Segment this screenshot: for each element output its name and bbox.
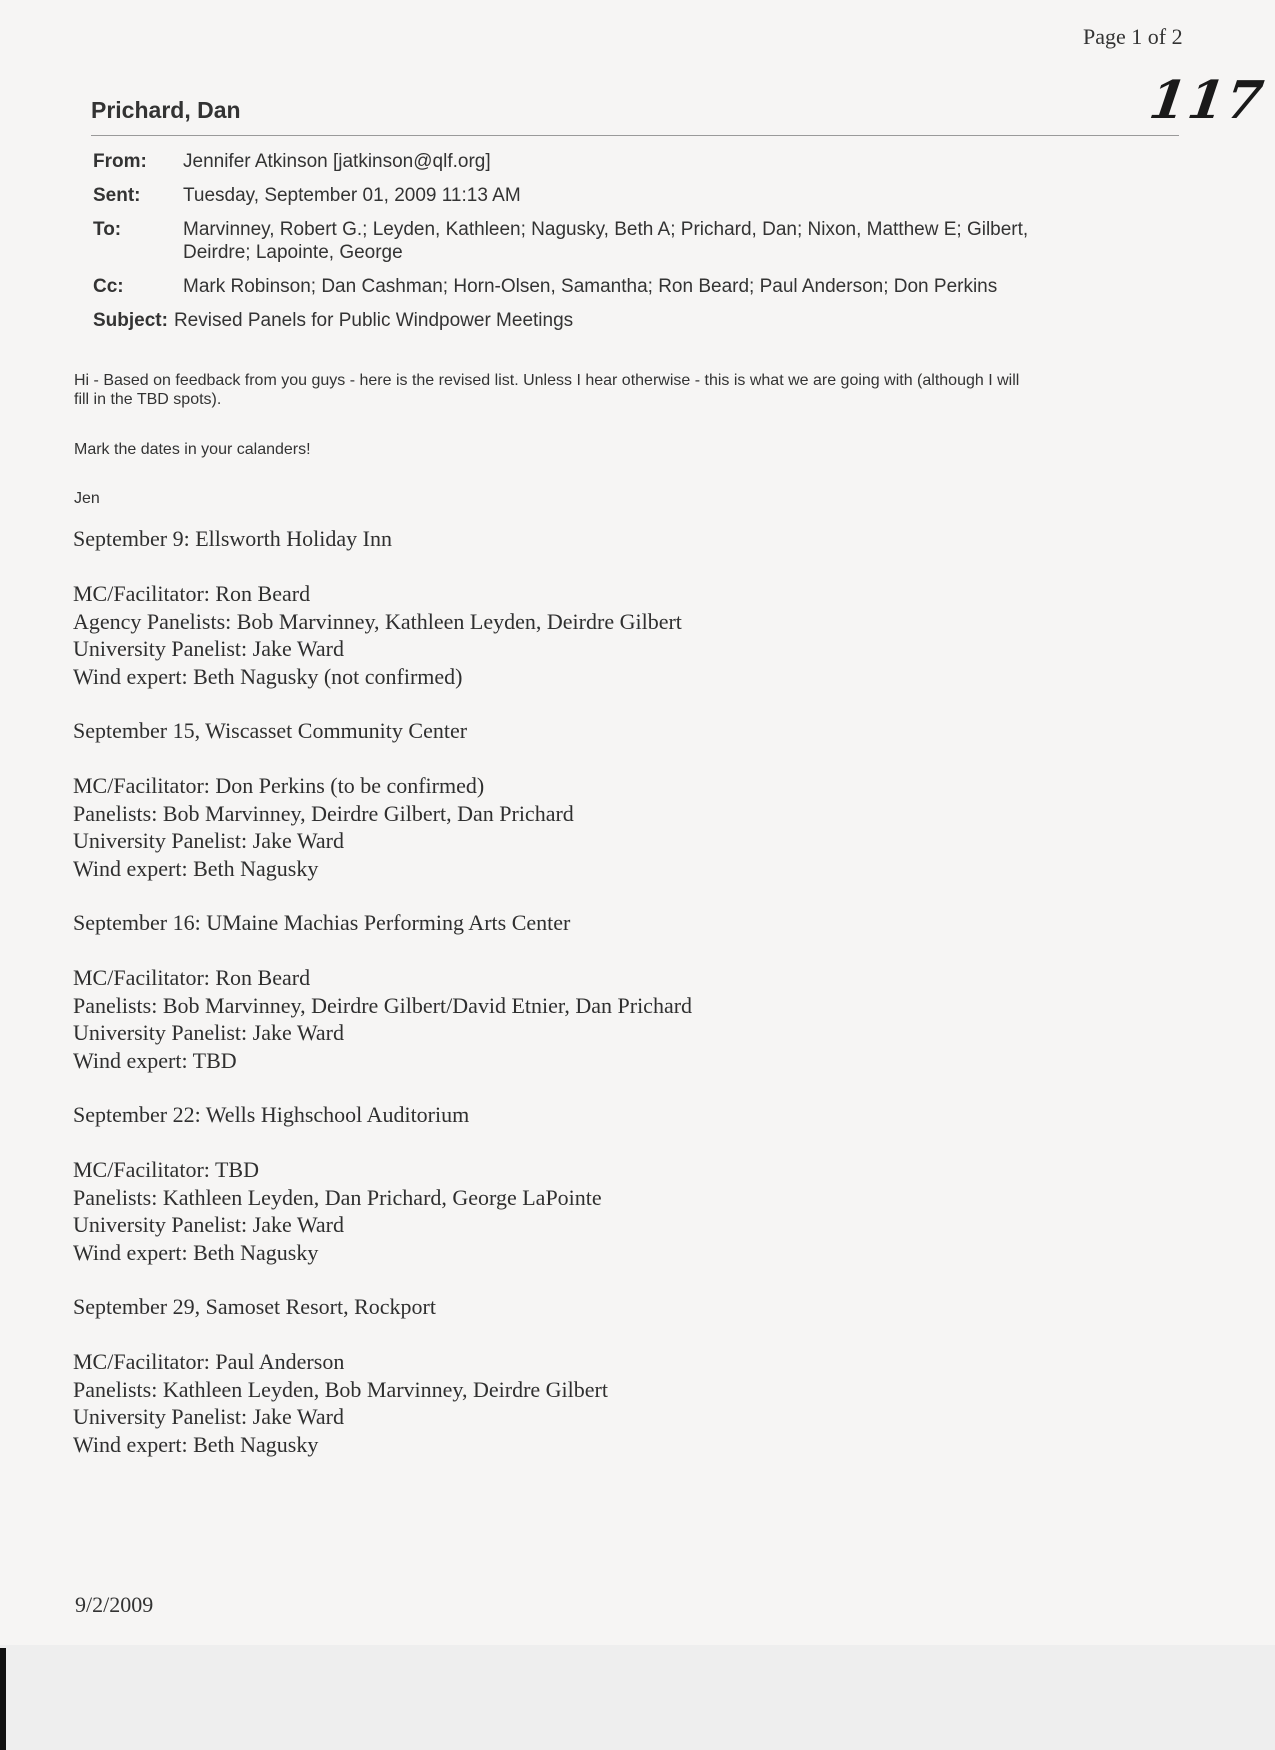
reminder-text: Mark the dates in your calanders! [74, 441, 311, 458]
event-panelists: Panelists: Kathleen Leyden, Dan Prichard, George LaPointe [73, 1184, 602, 1210]
to-value [183, 218, 1133, 264]
event-panelists: Panelists: Bob Marvinney, Deirdre Gilbert/David Etnier, Dan Prichard [73, 992, 693, 1018]
event-facilitator: MC/Facilitator: Don Perkins (to be confirmed) [73, 773, 485, 798]
event-block [73, 909, 1073, 1074]
event-block [73, 717, 1073, 882]
intro-paragraph [74, 371, 1184, 409]
event-university-panelist: University Panelist: Jake Ward [73, 828, 344, 853]
cc-value: Mark Robinson; Dan Cashman; Horn-Olsen, Samantha; Ron Beard; Paul Anderson; Don Perkins [183, 276, 998, 297]
sent-value: Tuesday, September 01, 2009 11:13 AM [183, 185, 521, 206]
event-panelists: Panelists: Bob Marvinney, Deirdre Gilbert, Dan Prichard [73, 800, 574, 826]
event-block [73, 1101, 1073, 1266]
event-title: September 16: UMaine Machias Performing Arts Center [73, 910, 571, 935]
event-title: September 15, Wiscasset Community Center [73, 718, 468, 743]
from-row [93, 150, 1133, 173]
event-block [73, 525, 1073, 690]
from-value: Jennifer Atkinson [jatkinson@qlf.org] [183, 151, 491, 172]
intro-line-1: Hi - Based on feedback from you guys - here is the revised list. Unless I hear otherwise - this is what we are going with (although I will [74, 372, 1020, 389]
sent-label: Sent: [93, 185, 141, 206]
event-facilitator: MC/Facilitator: Ron Beard [73, 581, 311, 606]
event-university-panelist: University Panelist: Jake Ward [73, 1212, 344, 1237]
to-value-line-1: Marvinney, Robert G.; Leyden, Kathleen; Nagusky, Beth A; Prichard, Dan; Nixon, Matthew E; Gilbert, [183, 219, 1029, 240]
event-university-panelist: University Panelist: Jake Ward [73, 1020, 344, 1045]
event-title: September 22: Wells Highschool Auditorium [73, 1102, 470, 1127]
print-date: 9/2/2009 [75, 1592, 154, 1617]
event-title: September 29, Samoset Resort, Rockport [73, 1294, 436, 1319]
to-row [93, 218, 1133, 264]
header-divider [91, 135, 1179, 136]
subject-label: Subject: [93, 310, 168, 331]
signature: Jen [74, 490, 100, 507]
handwritten-page-annotation: 117 [1145, 70, 1269, 131]
event-facilitator: MC/Facilitator: Paul Anderson [73, 1349, 345, 1374]
mailbox-owner-name: Prichard, Dan [91, 97, 241, 123]
to-label: To: [93, 219, 122, 240]
event-university-panelist: University Panelist: Jake Ward [73, 1404, 344, 1429]
from-label: From: [93, 151, 147, 172]
event-wind-expert: Wind expert: Beth Nagusky (not confirmed) [73, 663, 463, 689]
cc-row [93, 275, 1133, 298]
event-panelists: Panelists: Kathleen Leyden, Bob Marvinney, Deirdre Gilbert [73, 1376, 608, 1402]
scan-edge-mark [0, 1648, 6, 1750]
event-university-panelist: University Panelist: Jake Ward [73, 636, 344, 661]
event-title: September 9: Ellsworth Holiday Inn [73, 526, 392, 551]
event-facilitator: MC/Facilitator: Ron Beard [73, 965, 311, 990]
intro-line-2: fill in the TBD spots). [74, 391, 222, 408]
event-panelists: Agency Panelists: Bob Marvinney, Kathleen Leyden, Deirdre Gilbert [73, 608, 682, 634]
meeting-schedule [73, 525, 1073, 1485]
event-facilitator: MC/Facilitator: TBD [73, 1157, 259, 1182]
event-wind-expert: Wind expert: Beth Nagusky [73, 855, 319, 881]
scan-bottom-band [0, 1645, 1275, 1750]
cc-label: Cc: [93, 276, 124, 297]
event-wind-expert: Wind expert: Beth Nagusky [73, 1239, 319, 1265]
event-wind-expert: Wind expert: TBD [73, 1047, 237, 1073]
event-wind-expert: Wind expert: Beth Nagusky [73, 1431, 319, 1457]
event-block [73, 1293, 1073, 1458]
page-number: Page 1 of 2 [1083, 24, 1183, 49]
email-header [93, 150, 1133, 343]
sent-row [93, 184, 1133, 207]
subject-value: Revised Panels for Public Windpower Meetings [173, 310, 574, 331]
to-value-line-2: Deirdre; Lapointe, George [183, 242, 403, 263]
subject-row [93, 309, 1133, 332]
